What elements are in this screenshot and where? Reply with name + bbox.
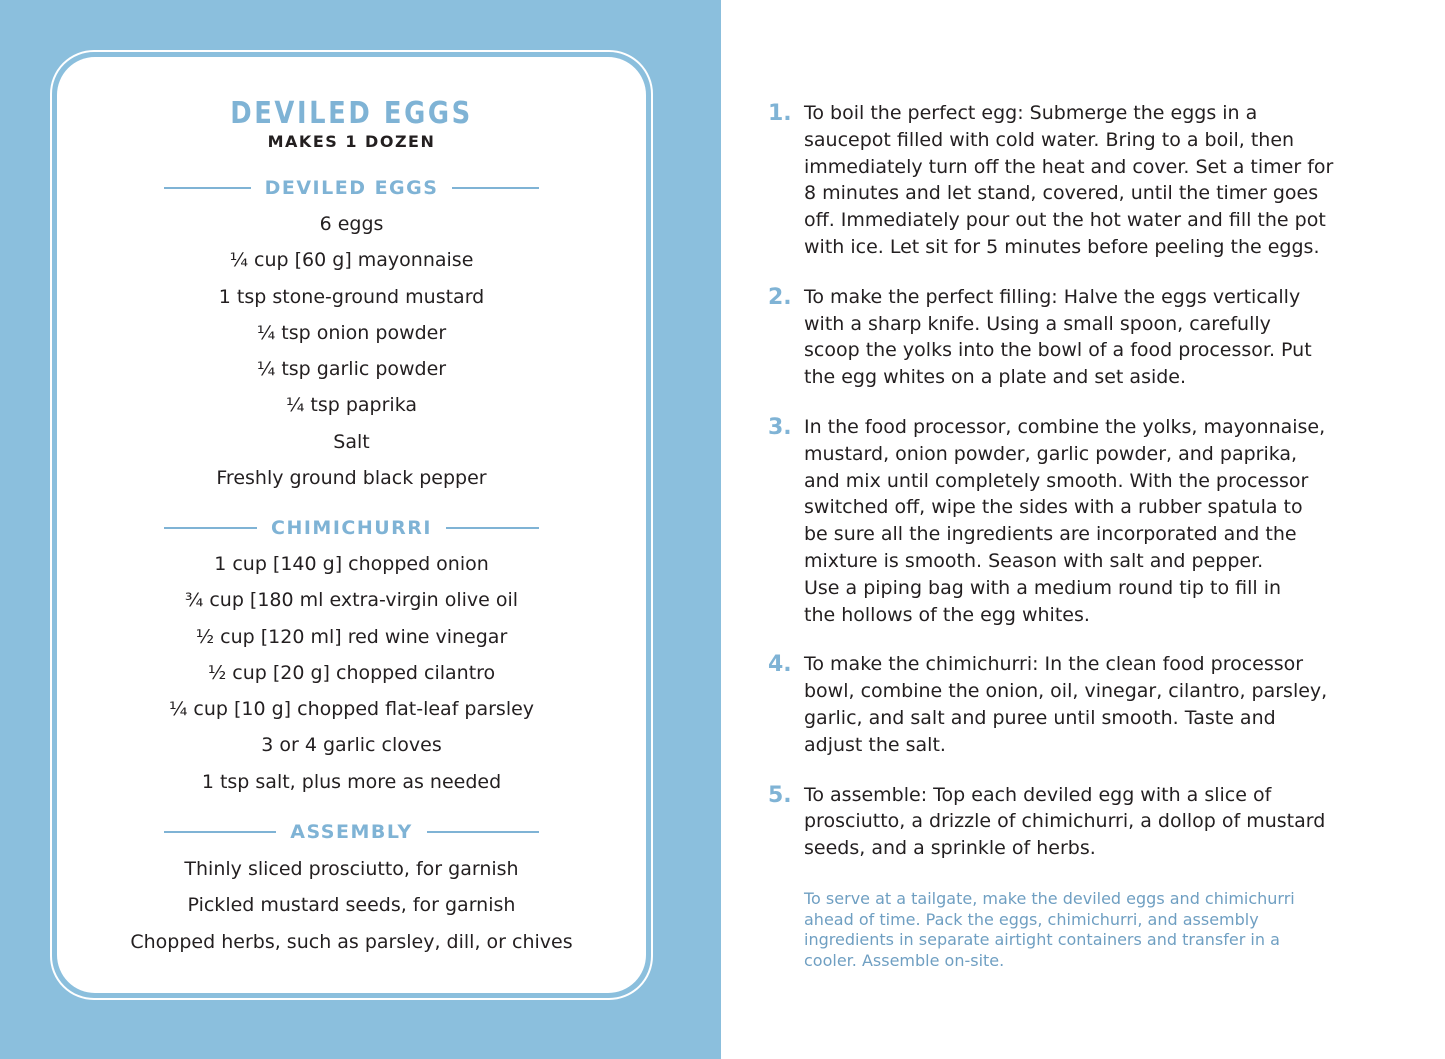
step-text: In the food processor, combine the yolks, mayonnaise, mustard, onion powder, garlic powder, and paprika, and mix until completely smooth. With the processor switched off, wipe the sides with a rubber spatula to be sure all the ingredients are incorporated and the mixture is smooth. Season with salt and pepper. Use a piping bag with a medium round tip to fill in the hollows of the egg whites. — [804, 415, 1326, 626]
method-steps — [768, 100, 1368, 862]
serving-tip: To serve at a tailgate, make the deviled eggs and chimichurri ahead of time. Pack the eggs, chimichurri, and assembly ingredients in separate airtight containers and transfer in a cooler. Assemble on-site. — [804, 889, 1295, 970]
step-1 — [768, 100, 1368, 261]
step-5 — [768, 782, 1368, 862]
section-heading-label: ASSEMBLY — [290, 821, 413, 843]
heading-rule-left — [164, 527, 257, 529]
heading-rule-left — [164, 831, 276, 833]
ingredient-item: Salt — [333, 430, 370, 453]
section-heading-label: DEVILED EGGS — [264, 177, 439, 199]
step-text: To assemble: Top each deviled egg with a slice of prosciutto, a drizzle of chimichurri, a dollop of mustard seeds, and a sprinkle of herbs. — [804, 783, 1326, 860]
step-text: To boil the perfect egg: Submerge the eggs in a saucepot filled with cold water. Bring to a boil, then immediately turn off the heat and cover. Set a timer for 8 minutes and let stand, covered, until the timer goes off. Immediately pour out the hot water and fill the pot with ice. Let sit for 5 minutes before peeling the eggs. — [804, 102, 1334, 258]
section-heading-deviled-eggs — [164, 176, 539, 200]
step-number: 1. — [768, 101, 792, 126]
ingredient-item: Chopped herbs, such as parsley, dill, or chives — [130, 930, 573, 953]
ingredient-item: ½ cup [120 ml] red wine vinegar — [195, 625, 508, 648]
recipe-yield: MAKES 1 DOZEN — [267, 132, 436, 151]
ingredient-item: ¼ cup [60 g] mayonnaise — [229, 249, 474, 272]
ingredient-item: ¼ tsp paprika — [285, 394, 418, 417]
ingredient-item: 6 eggs — [319, 213, 384, 235]
step-text: To make the chimichurri: In the clean food processor bowl, combine the onion, oil, vinegar, cilantro, parsley, garlic, and salt and puree until smooth. Taste and adjust the salt. — [804, 653, 1328, 756]
ingredient-item: ¼ tsp garlic powder — [256, 358, 447, 381]
step-2 — [768, 284, 1368, 391]
step-number: 4. — [768, 652, 792, 678]
heading-rule-right — [452, 187, 539, 189]
step-number: 5. — [768, 782, 792, 808]
ingredient-list-deviled-eggs — [57, 206, 646, 496]
step-3 — [768, 414, 1368, 628]
ingredient-item: 1 cup [140 g] chopped onion — [214, 553, 489, 575]
ingredient-item: 1 tsp salt, plus more as needed — [201, 770, 502, 793]
ingredient-item: ¼ tsp onion powder — [256, 321, 447, 344]
recipe-title: DEVILED EGGS — [230, 96, 473, 131]
step-number: 3. — [768, 414, 792, 440]
ingredient-list-assembly — [57, 851, 646, 960]
ingredient-item: ¾ cup [180 ml extra-virgin olive oil — [184, 589, 519, 612]
section-heading-chimichurri — [164, 516, 539, 540]
ingredient-item: Pickled mustard seeds, for garnish — [187, 894, 516, 917]
ingredient-item: 1 tsp stone-ground mustard — [218, 285, 485, 308]
heading-rule-right — [446, 527, 539, 529]
step-number: 2. — [768, 284, 792, 310]
ingredient-list-chimichurri — [57, 546, 646, 800]
section-heading-label: CHIMICHURRI — [271, 517, 432, 539]
heading-rule-right — [427, 831, 539, 833]
step-text: To make the perfect filling: Halve the eggs vertically with a sharp knife. Using a small spoon, carefully scoop the yolks into the bowl of a food processor. Put the egg whites on a plate and set aside. — [804, 285, 1312, 389]
step-4 — [768, 651, 1368, 758]
ingredient-item: ¼ cup [10 g] chopped flat-leaf parsley — [168, 698, 535, 721]
ingredient-item: Thinly sliced prosciutto, for garnish — [184, 858, 519, 880]
heading-rule-left — [164, 187, 251, 189]
ingredient-item: Freshly ground black pepper — [216, 467, 487, 490]
ingredient-item: 3 or 4 garlic cloves — [261, 734, 442, 757]
ingredient-item: ½ cup [20 g] chopped cilantro — [207, 661, 496, 684]
section-heading-assembly — [164, 820, 539, 844]
